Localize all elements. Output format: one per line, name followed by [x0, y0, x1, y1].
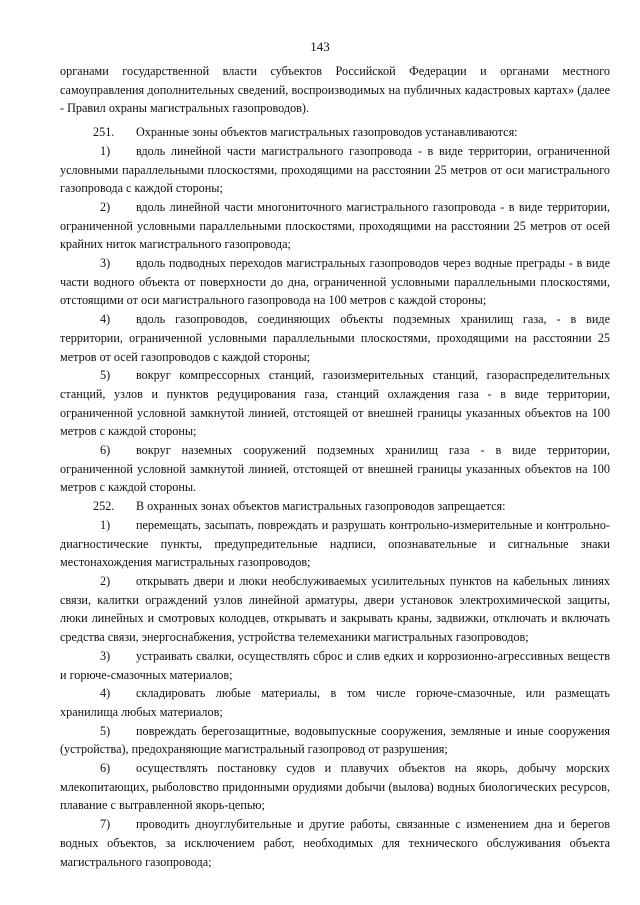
item-number: 4) [100, 312, 111, 327]
list-item [60, 366, 610, 441]
intro-paragraph: органами государственной власти субъектов Российской Федерации и органами местного самоуправления дополнительных сведений, воспроизводимых на публичных кадастровых картах» (далее - Правил охраны магистральных газопроводов). [60, 64, 610, 116]
item-text: вокруг наземных сооружений подземных хранилищ газа - в виде территории, ограниченной условной замкнутой линией, отстоящей от внешней границы указанных объектов на 100 метров с каждой стороны. [60, 443, 610, 495]
section-251-heading [60, 123, 610, 142]
item-number: 1) [100, 143, 111, 158]
list-item [60, 516, 610, 572]
list-item [60, 759, 610, 815]
item-number: 5) [100, 723, 111, 738]
item-number: 6) [100, 443, 111, 458]
item-text: вдоль подводных переходов магистральных газопроводов через водные преграды - в виде части водного объекта от поверхности до дна, ограниченной условными параллельными плоскостями, отстоящими от оси магистрального газопровода на 100 метров с каждой стороны; [60, 256, 610, 308]
section-252-heading [60, 497, 610, 516]
list-item [60, 198, 610, 254]
item-text: проводить дноуглубительные и другие работы, связанные с изменением дна и берегов водных объектов, за исключением работ, необходимых для технического обслуживания объекта магистрального газопровода; [60, 817, 610, 869]
item-text: вдоль линейной части многониточного магистрального газопровода - в виде территории, ограниченной условными параллельными плоскостями, проходящими на расстоянии 25 метров от осей крайних ниток магистрального газопровода; [60, 199, 610, 252]
item-text: устраивать свалки, осуществлять сброс и слив едких и коррозионно-агрессивных веществ и горюче-смазочных материалов; [60, 648, 610, 682]
item-number: 2) [100, 199, 111, 214]
item-number: 5) [100, 368, 111, 383]
list-item [60, 815, 610, 871]
list-item [60, 722, 610, 759]
item-text: вдоль линейной части магистрального газопровода - в виде территории, ограниченной условными параллельными плоскостями, проходящими на расстоянии 25 метров от оси магистрального газопровода с каждой стороны; [60, 143, 610, 196]
section-number: 252. [93, 499, 115, 514]
document-body [60, 62, 610, 871]
section-heading-text: Охранные зоны объектов магистральных газопроводов устанавливаются: [136, 125, 518, 140]
section-number: 251. [93, 125, 115, 140]
item-text: осуществлять постановку судов и плавучих объектов на якорь, добычу морских млекопитающих, рыболовство придонными орудиями добычи (вылова) водных биологических ресурсов, плавание с вытравленной якорь-цепью; [60, 761, 610, 813]
section-heading-text: В охранных зонах объектов магистральных газопроводов запрещается: [136, 499, 506, 514]
list-item [60, 572, 610, 647]
list-item [60, 441, 610, 497]
item-text: складировать любые материалы, в том числе горюче-смазочные, или размещать хранилища любых материалов; [60, 686, 610, 719]
item-number: 7) [100, 817, 111, 832]
item-text: повреждать берегозащитные, водовыпускные сооружения, земляные и иные сооружения (устройства), предохраняющие магистральный газопровод от разрушения; [60, 723, 610, 757]
item-number: 6) [100, 761, 111, 776]
item-number: 2) [100, 573, 111, 588]
item-number: 3) [100, 256, 111, 271]
item-number: 3) [100, 648, 111, 663]
item-text: перемещать, засыпать, повреждать и разрушать контрольно-измерительные и контрольно-диагностические пункты, предупредительные надписи, опознавательные и сигнальные знаки местонахождения магистральных газопроводов; [60, 517, 610, 570]
list-item [60, 310, 610, 366]
list-item [60, 647, 610, 684]
item-number: 1) [100, 517, 111, 532]
item-text: открывать двери и люки необслуживаемых усилительных пунктов на кабельных линиях связи, калитки ограждений узлов линейной арматуры, двери установок электрохимической защиты, люки линейных и смотровых колодцев, открывать и закрывать краны, задвижки, отключать и включать средства связи, энергоснабжения, устройства телемеханики магистральных газопроводов; [60, 573, 610, 645]
item-text: вдоль газопроводов, соединяющих объекты подземных хранилищ газа, - в виде территории, ограниченной условными параллельными плоскостями, проходящими на расстоянии 25 метров от осей газопроводов с каждой стороны; [60, 312, 610, 364]
list-item [60, 254, 610, 310]
list-item [60, 684, 610, 721]
list-item [60, 142, 610, 198]
item-text: вокруг компрессорных станций, газоизмерительных станций, газораспределительных станций, узлов и пунктов редуцирования газа, станций охлаждения газа - в виде территории, ограниченной условной замкнутой линией, отстоящей от внешней границы указанных объектов на 100 метров с каждой стороны; [60, 368, 610, 439]
item-number: 4) [100, 686, 111, 701]
page-number: 143 [310, 39, 330, 54]
